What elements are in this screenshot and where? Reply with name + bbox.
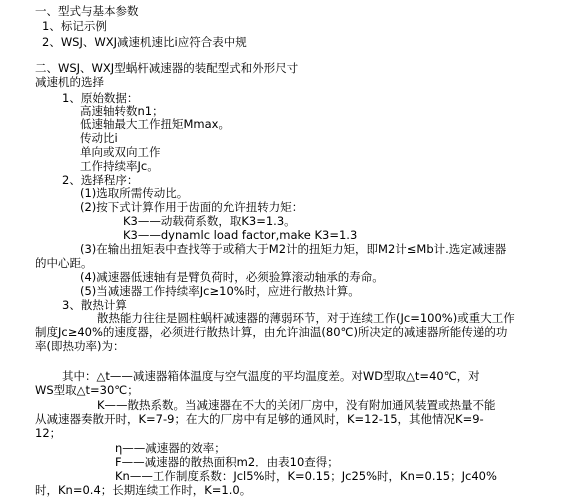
section-heading: 二、WSJ、WXJ型蜗杆减速器的装配型式和外形尺寸 [35,61,299,75]
text-line: K3——dynamlc load factor,make K3=1.3 [123,228,358,242]
text-line: 制度Jc≥40%的速度器，必须进行散热计算，由允许油温(80℃)所决定的减速器所能传递的功 [35,325,508,339]
text-line: 工作持续率Jc。 [80,159,159,173]
subsection-heading: 1、原始数据： [62,91,139,105]
subsection-heading: 2、选择程序： [62,173,139,187]
text-line: 散热能力往往是圆柱蜗杆减速器的薄弱环节，对于连续工作(Jc=100%)或重大工作 [97,311,515,325]
text-line: Kn——工作制度系数：Jcl5%时，K=0.15；Jc25%时，Kn=0.15；Jc40% [115,469,497,483]
text-line: 2、WSJ、WXJ减速机速比i应符合表中规 [42,35,247,49]
text-line: WS型取△t=30℃； [35,383,139,397]
section-heading: 一、型式与基本参数 [35,4,139,18]
text-line: K3——动载荷系数，取K3=1.3。 [123,214,296,228]
text-line: 的中心距。 [35,256,93,270]
text-line: 低速轴最大工作扭矩Mmax。 [80,117,230,131]
text-line: (4)减速器低速轴有是臂负荷时，必须验算滚动轴承的寿命。 [80,270,384,284]
text-line: 时，Kn=0.4；长期连续工作时，K=1.0。 [35,483,252,497]
text-line: 减速机的选择 [35,75,104,89]
text-line: (3)在输出扭矩表中查找等于或稍大于M2计的扭矩力矩，即M2计≤Mb计.选定减速器 [80,242,507,256]
text-line: 单向或双向工作 [80,145,161,159]
text-line: (2)按下式计算作用于齿面的允许扭转力矩： [80,200,304,214]
text-line: (1)选取所需传动比。 [80,186,189,200]
text-line: 从减速器奏散开时，K=7-9；在大的厂房中有足够的通风时，K=12-15，其他情况K=9- [35,412,484,426]
text-line: 高速轴转数n1； [80,104,164,118]
subsection-heading: 3、散热计算 [62,298,127,312]
text-line: 其中：△t——减速器箱体温度与空气温度的平均温度差。对WD型取△t=40℃，对 [62,369,480,383]
text-line: F——减速器的散热面积m2．由表10查得； [115,455,339,469]
text-line: 率(即热功率)为： [35,339,125,353]
text-line: 1、标记示例 [42,19,107,33]
text-line: K——散热系数。当减速器在不大的关闭厂房中，没有附加通风装置或热量不能 [97,398,496,412]
text-line: 12； [35,426,62,440]
text-line: (5)当减速器工作持续率Jc≥10%时，应进行散热计算。 [80,284,360,298]
text-line: 传动比i [80,131,118,145]
text-line: η——减速器的效率； [115,441,226,455]
